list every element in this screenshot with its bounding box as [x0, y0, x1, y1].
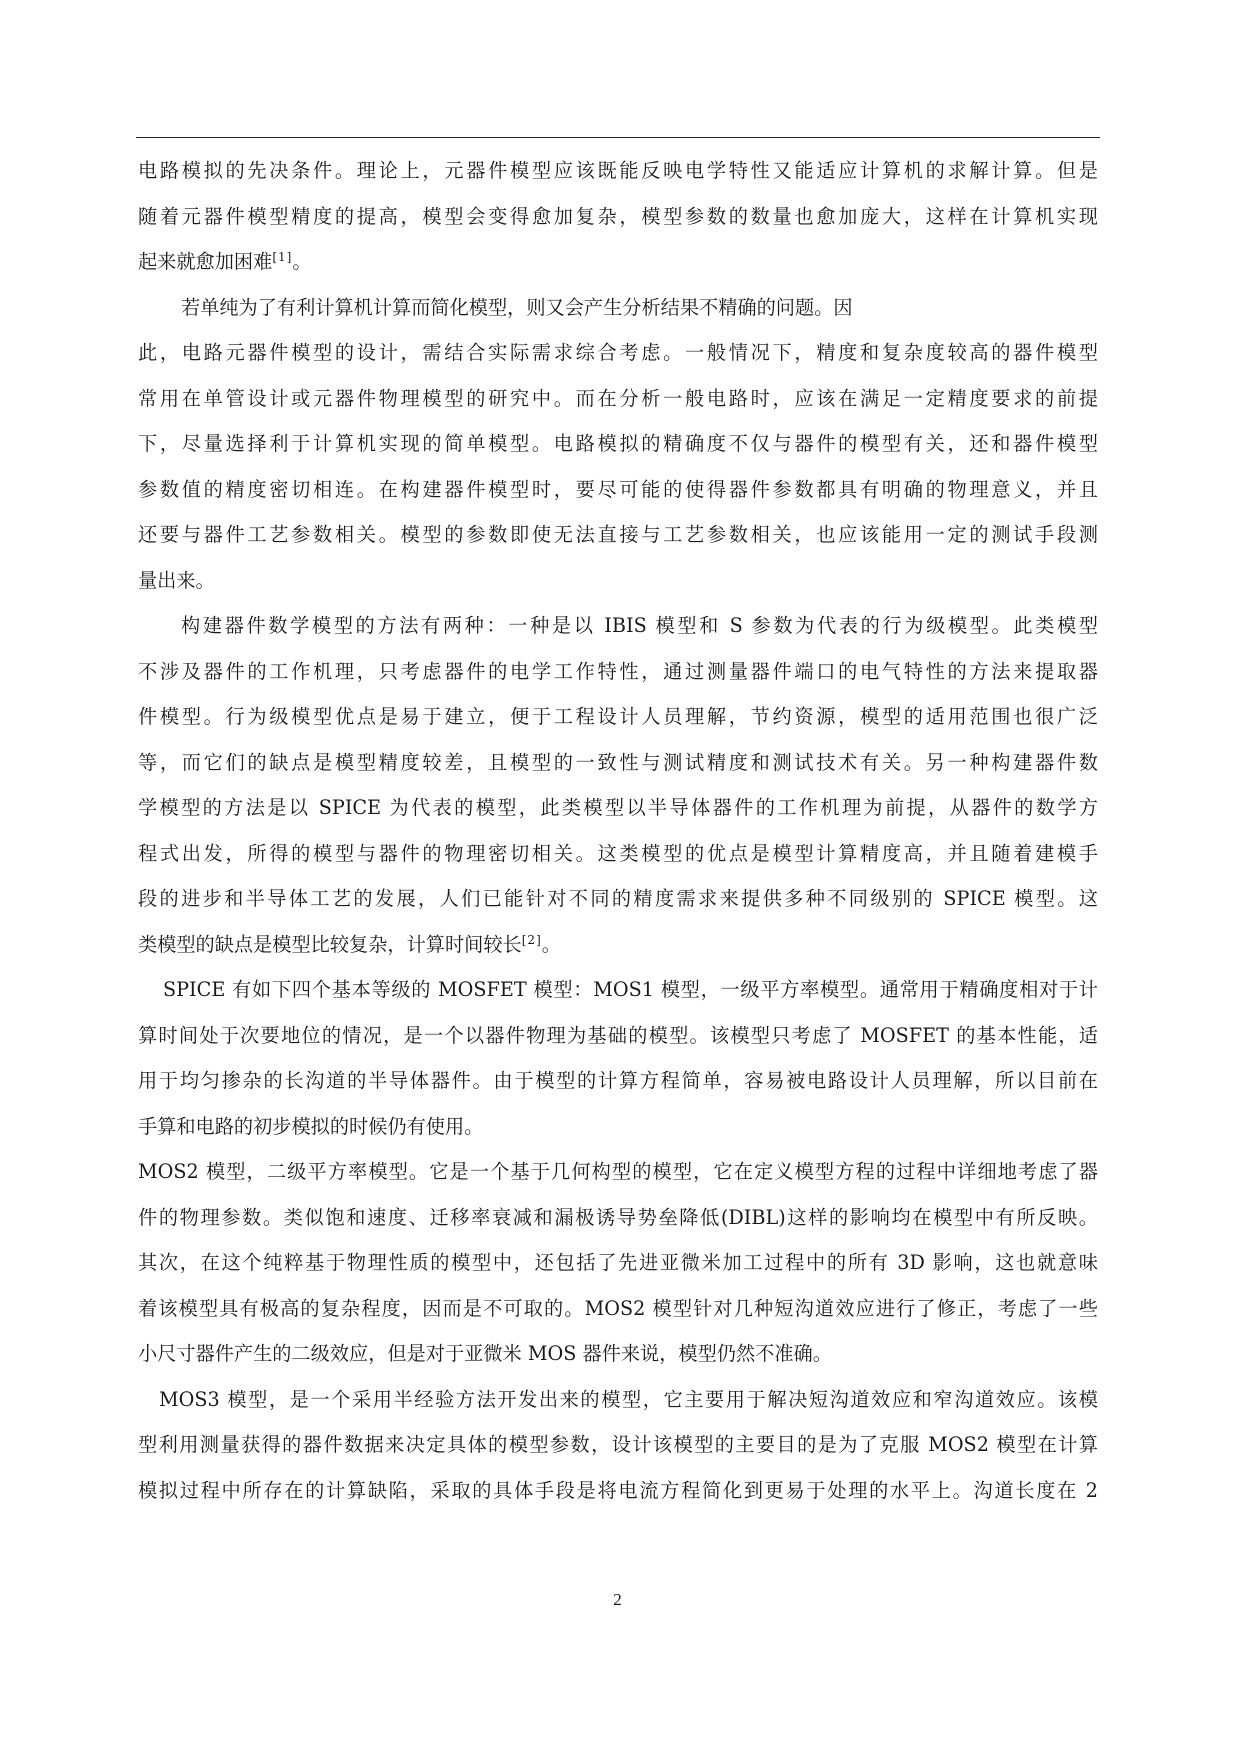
text-line	[138, 285, 1098, 331]
line-text: 型利用测量获得的器件数据来决定具体的模型参数，设计该模型的主要目的是为了克服 MOS2 模型在计算	[138, 1433, 1098, 1456]
text-line	[138, 1013, 1098, 1059]
line-text: 构建器件数学模型的方法有两种：一种是以 IBIS 模型和 S 参数为代表的行为级模型。此类模型	[181, 614, 1098, 637]
text-line	[138, 1331, 1098, 1377]
text-line	[138, 1422, 1098, 1468]
text-line	[138, 831, 1098, 877]
text-line	[138, 1058, 1098, 1104]
citation-marker: [2]	[521, 932, 542, 947]
text-line	[138, 694, 1098, 740]
line-text: 此，电路元器件模型的设计，需结合实际需求综合考虑。一般情况下，精度和复杂度较高的器件模型	[138, 341, 1098, 364]
line-text: 电路模拟的先决条件。理论上，元器件模型应该既能反映电学特性又能适应计算机的求解计算。但是	[138, 159, 1098, 182]
line-text: 手算和电路的初步模拟的时候仍有使用。	[138, 1114, 484, 1138]
line-text: 件模型。行为级模型优点是易于建立，便于工程设计人员理解，节约资源，模型的适用范围也很广泛	[138, 705, 1098, 728]
line-text: 其次，在这个纯粹基于物理性质的模型中，还包括了先进亚微米加工过程中的所有 3D 影响，这也就意味	[138, 1251, 1098, 1274]
header-rule	[136, 137, 1100, 138]
text-line	[138, 148, 1098, 194]
line-text: 着该模型具有极高的复杂程度，因而是不可取的。MOS2 模型针对几种短沟道效应进行了修正，考虑了一些	[138, 1296, 1098, 1320]
line-text: 程式出发，所得的模型与器件的物理密切相关。这类模型的优点是模型计算精度高，并且随着建模手	[138, 841, 1098, 865]
line-text: 量出来。	[138, 568, 215, 592]
text-line	[138, 194, 1098, 240]
text-line	[138, 1195, 1098, 1241]
text-line	[138, 967, 1098, 1013]
text-line	[138, 512, 1098, 558]
line-text: 等，而它们的缺点是模型精度较差，且模型的一致性与测试精度和测试技术有关。另一种构建器件数	[138, 750, 1098, 774]
line-text: 类模型的缺点是模型比较复杂，计算时间较长	[138, 932, 522, 956]
text-line	[138, 421, 1098, 467]
text-line	[138, 1149, 1098, 1195]
line-text: MOS3 模型，是一个采用半经验方法开发出来的模型，它主要用于解决短沟道效应和窄沟道效应。该模	[159, 1387, 1098, 1411]
line-text: 模拟过程中所存在的计算缺陷，采取的具体手段是将电流方程简化到更易于处理的水平上。沟道长度在 2	[138, 1478, 1098, 1502]
line-text: 起来就愈加困难	[138, 250, 273, 273]
line-text: 件的物理参数。类似饱和速度、迁移率衰减和漏极诱导势垒降低(DIBL)这样的影响均在模型中有所反映。	[138, 1205, 1098, 1229]
line-text: 随着元器件模型精度的提高，模型会变得愈加复杂，模型参数的数量也愈加庞大，这样在计算机实现	[138, 204, 1098, 228]
line-text-tail: 。	[292, 250, 312, 273]
text-line	[138, 239, 1098, 285]
line-text: 用于均匀掺杂的长沟道的半导体器件。由于模型的计算方程简单，容易被电路设计人员理解，所以目前在	[138, 1069, 1098, 1092]
text-line	[138, 1468, 1098, 1514]
text-line	[138, 740, 1098, 786]
line-text: 段的进步和半导体工艺的发展，人们已能针对不同的精度需求来提供多种不同级别的 SPICE 模型。这	[138, 887, 1098, 910]
text-line	[138, 558, 1098, 604]
line-text: 参数值的精度密切相连。在构建器件模型时，要尽可能的使得器件参数都具有明确的物理意义，并且	[138, 477, 1098, 501]
line-text: 不涉及器件的工作机理，只考虑器件的电学工作特性，通过测量器件端口的电气特性的方法来提取器	[138, 659, 1098, 683]
line-text: 还要与器件工艺参数相关。模型的参数即使无法直接与工艺参数相关，也应该能用一定的测试手段测	[138, 523, 1098, 546]
line-text: 学模型的方法是以 SPICE 为代表的模型，此类模型以半导体器件的工作机理为前提，从器件的数学方	[138, 796, 1098, 819]
line-text: MOS2 模型，二级平方率模型。它是一个基于几何构型的模型，它在定义模型方程的过程中详细地考虑了器	[138, 1160, 1098, 1183]
line-text: SPICE 有如下四个基本等级的 MOSFET 模型：MOS1 模型，一级平方率模型。通常用于精确度相对于计	[163, 978, 1098, 1001]
line-text: 若单纯为了有利计算机计算而简化模型，则又会产生分析结果不精确的问题。因	[181, 295, 853, 319]
text-line	[138, 603, 1098, 649]
text-line	[138, 1286, 1098, 1332]
text-line	[138, 1240, 1098, 1286]
text-line	[138, 785, 1098, 831]
text-line	[138, 467, 1098, 513]
text-line	[138, 876, 1098, 922]
line-text: 小尺寸器件产生的二级效应，但是对于亚微米 MOS 器件来说，模型仍然不准确。	[138, 1342, 832, 1365]
line-text: 算时间处于次要地位的情况，是一个以器件物理为基础的模型。该模型只考虑了 MOSFET 的基本性能，适	[138, 1023, 1098, 1047]
text-line	[138, 1104, 1098, 1150]
line-text: 常用在单管设计或元器件物理模型的研究中。而在分析一般电路时，应该在满足一定精度要求的前提	[138, 386, 1098, 410]
citation-marker: [1]	[272, 250, 293, 264]
text-line	[138, 330, 1098, 376]
line-text: 下，尽量选择利于计算机实现的简单模型。电路模拟的精确度不仅与器件的模型有关，还和器件模型	[138, 432, 1098, 455]
body-text	[138, 148, 1098, 1513]
line-text-tail: 。	[541, 932, 561, 956]
text-line	[138, 649, 1098, 695]
text-line	[138, 922, 1098, 968]
text-line	[138, 1377, 1098, 1423]
text-line	[138, 376, 1098, 422]
page-number: 2	[613, 1590, 622, 1609]
